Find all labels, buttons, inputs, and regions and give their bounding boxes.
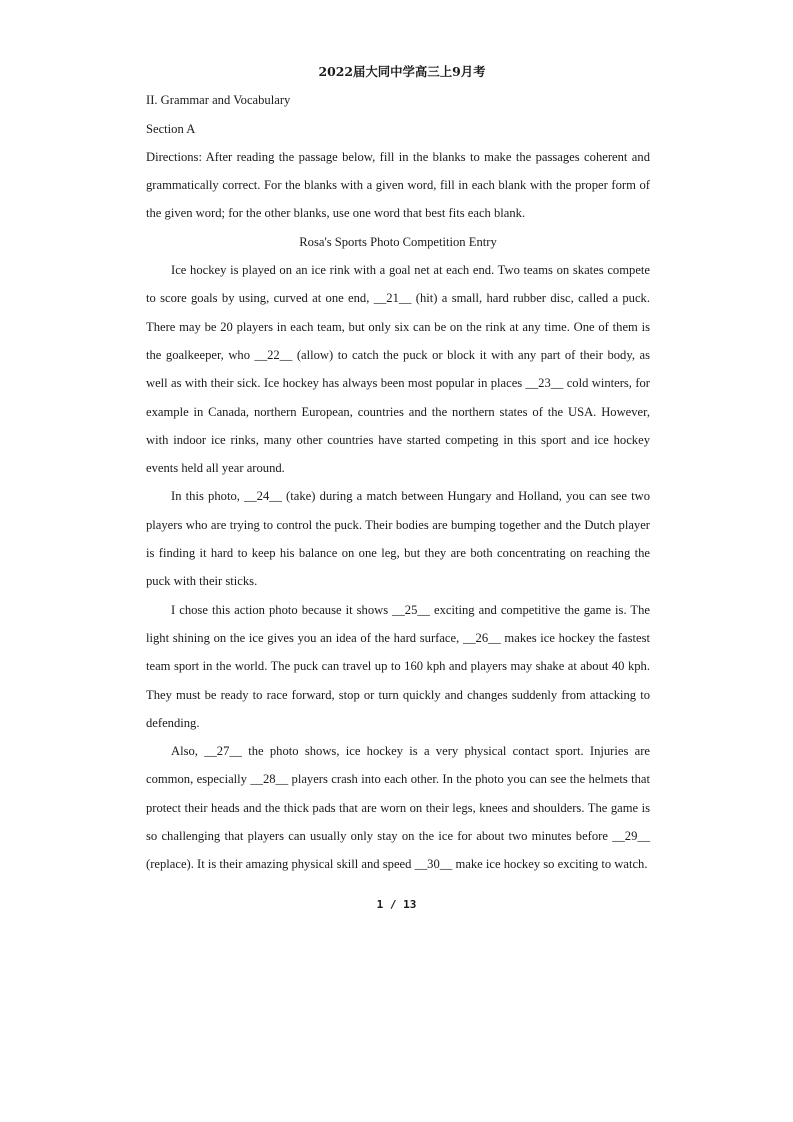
exam-title: 2022届大同中学高三上9月考 bbox=[318, 64, 486, 79]
directions-text: Directions: After reading the passage below, fill in the blanks to make the passages coherent and grammatically correct. For the blanks with a given word, fill in each blank with the proper form of the given word; for the other blanks, use one word that best fits each blank. bbox=[146, 149, 650, 221]
passage-paragraph-4: Also, __27__ the photo shows, ice hockey is a very physical contact sport. Injuries are common, especially __28__ players crash into each other. In the photo you can see the helmets that protect their heads and the thick pads that are worn on their legs, knees and shoulders. The game is so challenging that players can usually only stay on the ice for about two minutes before __29__ (replace). It is their amazing physical skill and speed __30__ make ice hockey so exciting to watch. bbox=[146, 744, 650, 872]
page-separator: / bbox=[383, 898, 404, 911]
passage-title: Rosa's Sports Photo Competition Entry bbox=[299, 234, 497, 249]
page-number bbox=[0, 898, 793, 911]
section-subheading: Section A bbox=[146, 121, 196, 136]
document-page bbox=[146, 58, 650, 879]
passage-paragraph-3: I chose this action photo because it shows __25__ exciting and competitive the game is. The light shining on the ice gives you an idea of the hard surface, __26__ makes ice hockey the fastest team sport in the world. The puck can travel up to 160 kph and players may shake at about 40 kph. They must be ready to race forward, stop or turn quickly and changes suddenly from attacking to defending. bbox=[146, 602, 650, 730]
passage-paragraph-1: Ice hockey is played on an ice rink with a goal net at each end. Two teams on skates compete to score goals by using, curved at one end, __21__ (hit) a small, hard rubber disc, called a puck. There may be 20 players in each team, but only six can be on the rink at any time. One of them is the goalkeeper, who __22__ (allow) to catch the puck or block it with any part of their body, as well as with their sick. Ice hockey has always been most popular in places __23__ cold winters, for example in Canada, northern European, countries and the northern states of the USA. However, with indoor ice rinks, many other countries have started competing in this sport and ice hockey events held all year around. bbox=[146, 263, 650, 476]
page-total: 13 bbox=[403, 898, 417, 911]
passage-paragraph-2: In this photo, __24__ (take) during a match between Hungary and Holland, you can see two players who are trying to control the puck. Their bodies are bumping together and the Dutch player is finding it hard to keep his balance on one leg, but they are both concentrating on reaching the puck with their sticks. bbox=[146, 489, 650, 589]
section-heading: II. Grammar and Vocabulary bbox=[146, 93, 291, 108]
page-current: 1 bbox=[376, 898, 384, 911]
